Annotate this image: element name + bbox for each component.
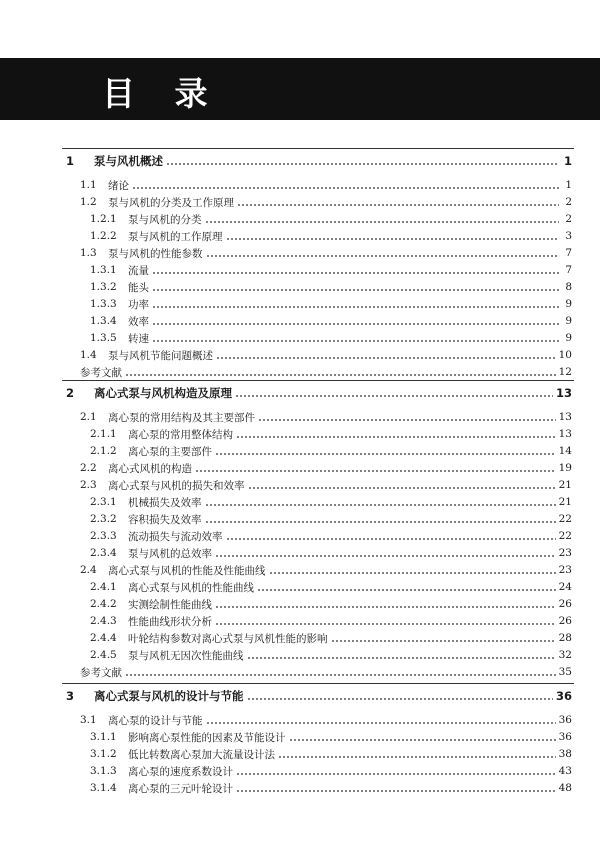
toc-page-number: 9 — [565, 332, 572, 344]
toc-entry[interactable] — [90, 443, 572, 459]
toc-title: 性能曲线形状分析 — [128, 615, 212, 628]
toc-entry[interactable] — [80, 562, 572, 578]
toc-entry[interactable] — [90, 763, 572, 779]
toc-entry[interactable] — [90, 296, 572, 312]
toc-page-number: 43 — [558, 765, 572, 777]
toc-page-number: 24 — [558, 581, 572, 593]
toc-page-number: 8 — [565, 281, 572, 293]
toc-entry[interactable] — [80, 364, 572, 380]
toc-page-number: 28 — [558, 632, 572, 644]
toc-number: 3.1 — [80, 714, 97, 726]
toc-number: 2.4.5 — [90, 649, 117, 661]
toc-number: 1.3.2 — [90, 281, 117, 293]
toc-title: 能头 — [128, 281, 149, 294]
toc-entry[interactable] — [90, 313, 572, 329]
toc-entry[interactable] — [90, 279, 572, 295]
toc-title: 功率 — [128, 298, 149, 311]
toc-page-number: 9 — [565, 298, 572, 310]
toc-entry[interactable] — [80, 245, 572, 261]
toc-title: 离心泵的速度系数设计 — [128, 765, 233, 778]
toc-page-number: 2 — [565, 213, 572, 225]
toc-number: 3.1.2 — [90, 748, 117, 760]
toc-title: 泵与风机概述 — [94, 154, 163, 168]
toc-page-number: 21 — [558, 479, 572, 491]
toc-number: 1.2 — [80, 196, 97, 208]
leader-dots — [205, 514, 556, 525]
leader-dots — [236, 766, 556, 777]
leader-dots — [152, 282, 559, 293]
toc-number: 2.1 — [80, 411, 97, 423]
toc-number: 2.1.1 — [90, 428, 117, 440]
toc-entry[interactable] — [80, 194, 572, 210]
toc-number: 1.3.3 — [90, 298, 117, 310]
toc-entry[interactable] — [90, 426, 572, 442]
toc-title: 泵与风机的性能参数 — [108, 247, 203, 260]
toc-page-number: 22 — [558, 513, 572, 525]
leader-dots — [215, 616, 556, 627]
toc-title: 离心泵的三元叶轮设计 — [128, 782, 233, 795]
toc-entry[interactable] — [66, 385, 572, 401]
toc-number: 1.3.4 — [90, 315, 117, 327]
toc-title: 离心式泵与风机的性能曲线 — [128, 581, 254, 594]
toc-number: 2.3.4 — [90, 547, 117, 559]
toc-entry[interactable] — [90, 228, 572, 244]
leader-dots — [278, 749, 556, 760]
leader-dots — [289, 732, 556, 743]
leader-dots — [236, 429, 556, 440]
toc-title: 影响离心泵性能的因素及节能设计 — [128, 731, 286, 744]
toc-entry[interactable] — [90, 545, 572, 561]
toc-number: 1 — [66, 154, 75, 168]
toc-number: 2.1.2 — [90, 445, 117, 457]
toc-number: 1.2.1 — [90, 213, 117, 225]
toc-page-number: 23 — [558, 547, 572, 559]
toc-number: 2.3.2 — [90, 513, 117, 525]
divider — [62, 148, 574, 149]
toc-page-number: 35 — [558, 666, 572, 678]
toc-number: 2.2 — [80, 462, 97, 474]
toc-number: 2.4 — [80, 564, 97, 576]
toc-title: 低比转数离心泵加大流量设计法 — [128, 748, 275, 761]
toc-entry[interactable] — [80, 177, 572, 193]
toc-number: 3 — [66, 689, 75, 703]
leader-dots — [226, 231, 560, 242]
toc-entry[interactable] — [90, 511, 572, 527]
toc-entry[interactable] — [90, 330, 572, 346]
toc-title: 离心式风机的构造 — [108, 462, 192, 475]
leader-dots — [152, 316, 559, 327]
toc-page-number: 1 — [565, 179, 572, 191]
toc-number: 2.4.2 — [90, 598, 117, 610]
toc-page-number: 14 — [558, 445, 572, 457]
toc-entry[interactable] — [90, 579, 572, 595]
toc-entry[interactable] — [90, 211, 572, 227]
toc-entry[interactable] — [80, 460, 572, 476]
toc-page-number: 19 — [558, 462, 572, 474]
toc-page-number: 7 — [565, 264, 572, 276]
toc-entry[interactable] — [90, 729, 572, 745]
leader-dots — [215, 446, 556, 457]
toc-number: 1.2.2 — [90, 230, 117, 242]
toc-title: 离心泵的常用结构及其主要部件 — [108, 411, 255, 424]
leader-dots — [235, 388, 553, 399]
toc-number: 2.4.3 — [90, 615, 117, 627]
leader-dots — [247, 691, 553, 702]
toc-title: 容积损失及效率 — [128, 513, 202, 526]
toc-title: 效率 — [128, 315, 149, 328]
toc-entry[interactable] — [90, 746, 572, 762]
toc-title: 参考文献 — [80, 366, 122, 379]
toc-page-number: 36 — [558, 731, 572, 743]
leader-dots — [152, 333, 559, 344]
toc-page-number: 32 — [558, 649, 572, 661]
leader-dots — [247, 650, 556, 661]
toc-page-number: 36 — [555, 689, 572, 703]
divider — [62, 380, 574, 381]
toc-number: 2.3 — [80, 479, 97, 491]
toc-number: 2.3.3 — [90, 530, 117, 542]
toc-page-number: 9 — [565, 315, 572, 327]
toc-page-number: 48 — [558, 782, 572, 794]
toc-page-number: 10 — [558, 349, 572, 361]
toc-entry[interactable] — [90, 262, 572, 278]
leader-dots — [166, 156, 559, 167]
toc-number: 1.3 — [80, 247, 97, 259]
toc-title: 离心泵的常用整体结构 — [128, 428, 233, 441]
leader-dots — [258, 412, 556, 423]
toc-page-number: 22 — [558, 530, 572, 542]
toc-entry[interactable] — [80, 712, 572, 728]
toc-title: 离心式泵与风机的损失和效率 — [108, 479, 245, 492]
toc-number: 1.4 — [80, 349, 97, 361]
toc-page-number: 23 — [558, 564, 572, 576]
toc-number: 3.1.4 — [90, 782, 117, 794]
toc-entry[interactable] — [90, 613, 572, 629]
toc-entry[interactable] — [90, 596, 572, 612]
toc-title: 泵与风机的总效率 — [128, 547, 212, 560]
toc-page-number: 3 — [565, 230, 572, 242]
title-banner — [0, 58, 600, 120]
toc-page-number: 1 — [563, 154, 572, 168]
toc-title: 实测绘制性能曲线 — [128, 598, 212, 611]
toc-page-number: 26 — [558, 598, 572, 610]
toc-number: 3.1.3 — [90, 765, 117, 777]
toc-title: 绪论 — [108, 179, 129, 192]
toc-number: 2.4.4 — [90, 632, 117, 644]
leader-dots — [195, 463, 556, 474]
toc-title: 流量 — [128, 264, 149, 277]
toc-title: 参考文献 — [80, 666, 122, 679]
toc-number: 2.3.1 — [90, 496, 117, 508]
toc-number: 2.4.1 — [90, 581, 117, 593]
toc-number: 1.3.1 — [90, 264, 117, 276]
leader-dots — [331, 633, 556, 644]
leader-dots — [237, 197, 559, 208]
toc-title: 机械损失及效率 — [128, 496, 202, 509]
divider — [62, 683, 574, 684]
leader-dots — [152, 265, 559, 276]
toc-number: 3.1.1 — [90, 731, 117, 743]
toc-entry[interactable] — [80, 409, 572, 425]
toc-entry[interactable] — [90, 647, 572, 663]
leader-dots — [205, 214, 560, 225]
leader-dots — [205, 497, 556, 508]
toc-entry[interactable] — [90, 528, 572, 544]
toc-entry[interactable] — [90, 780, 572, 796]
toc-title: 泵与风机节能问题概述 — [108, 349, 213, 362]
toc-entry[interactable] — [90, 630, 572, 646]
leader-dots — [215, 548, 556, 559]
toc-entry[interactable] — [66, 688, 572, 704]
toc-page-number: 26 — [558, 615, 572, 627]
leader-dots — [125, 367, 556, 378]
toc-page-number: 12 — [558, 366, 572, 378]
toc-title: 离心式泵与风机构造及原理 — [94, 386, 232, 400]
leader-dots — [206, 715, 556, 726]
toc-page-number: 7 — [565, 247, 572, 259]
toc-title: 离心式泵与风机的设计与节能 — [94, 689, 244, 703]
page-title: 目 录 — [102, 74, 222, 113]
leader-dots — [226, 531, 556, 542]
toc-entry[interactable] — [80, 477, 572, 493]
toc-title: 流动损失与流动效率 — [128, 530, 223, 543]
leader-dots — [269, 565, 556, 576]
leader-dots — [257, 582, 556, 593]
toc-page-number: 38 — [558, 748, 572, 760]
toc-page-number: 13 — [558, 411, 572, 423]
toc-entry[interactable] — [80, 664, 572, 680]
toc-title: 离心泵的设计与节能 — [108, 714, 203, 727]
toc-page-number: 36 — [558, 714, 572, 726]
toc-page-number: 13 — [558, 428, 572, 440]
toc-page-number: 21 — [558, 496, 572, 508]
toc-page-number: 2 — [565, 196, 572, 208]
toc-number: 1.1 — [80, 179, 97, 191]
toc-title: 泵与风机无因次性能曲线 — [128, 649, 244, 662]
toc-entry[interactable] — [80, 347, 572, 363]
toc-title: 叶轮结构参数对离心式泵与风机性能的影响 — [128, 632, 328, 645]
toc-title: 泵与风机的分类及工作原理 — [108, 196, 234, 209]
leader-dots — [132, 180, 559, 191]
leader-dots — [206, 248, 560, 259]
toc-title: 离心式泵与风机的性能及性能曲线 — [108, 564, 266, 577]
toc-page-number: 13 — [555, 386, 572, 400]
leader-dots — [125, 667, 556, 678]
leader-dots — [215, 599, 556, 610]
toc-title: 转速 — [128, 332, 149, 345]
leader-dots — [216, 350, 556, 361]
toc-title: 离心泵的主要部件 — [128, 445, 212, 458]
toc-number: 1.3.5 — [90, 332, 117, 344]
toc-entry[interactable] — [66, 153, 572, 169]
toc-title: 泵与风机的工作原理 — [128, 230, 223, 243]
leader-dots — [152, 299, 559, 310]
toc-entry[interactable] — [90, 494, 572, 510]
leader-dots — [248, 480, 556, 491]
toc-title: 泵与风机的分类 — [128, 213, 202, 226]
leader-dots — [236, 783, 556, 794]
toc-number: 2 — [66, 386, 75, 400]
